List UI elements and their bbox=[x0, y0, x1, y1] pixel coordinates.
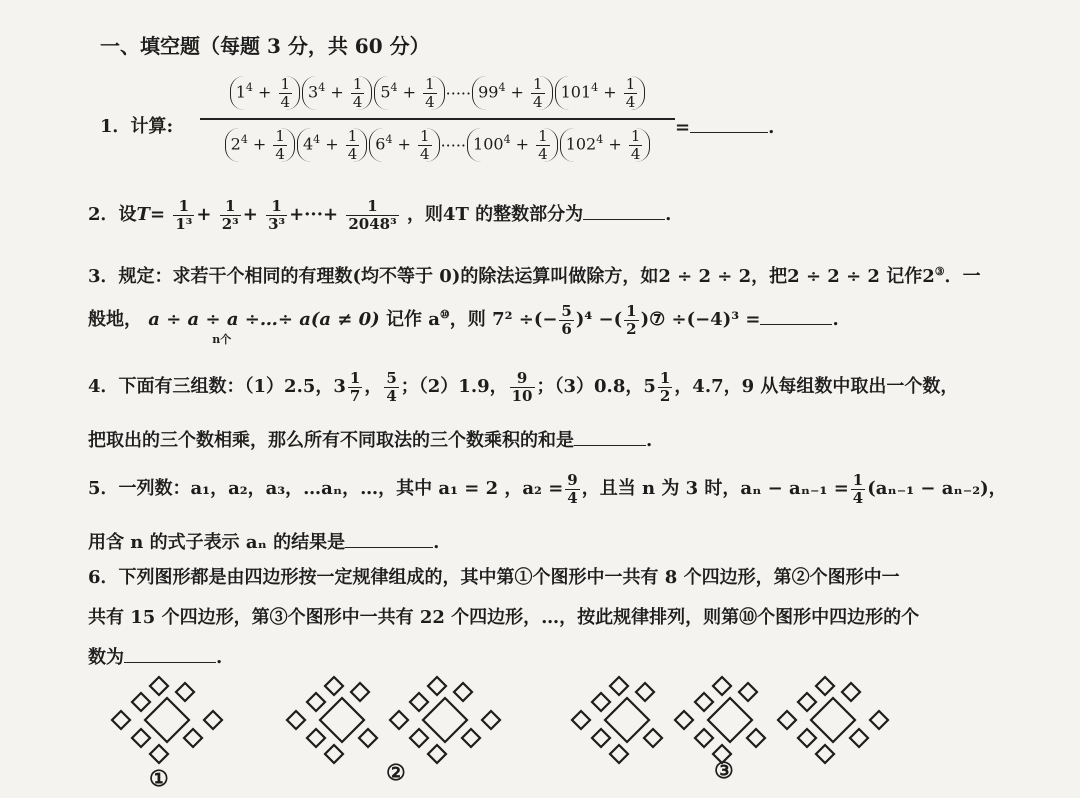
q1-numerator-factor-2-quarter-den: 4 bbox=[352, 92, 363, 111]
q5-end: . bbox=[433, 531, 440, 553]
q1-denominator-factor-4-quarter-den: 4 bbox=[538, 144, 548, 163]
q1-numerator-factor-3 bbox=[374, 76, 444, 110]
q1-numerator-factor-5-quarter-num: 1 bbox=[625, 75, 636, 93]
q1-numerator-factor-1-quarter bbox=[279, 76, 293, 110]
q4-text-b: ；（2）1.9， bbox=[400, 376, 508, 397]
q4-frac-den: 4 bbox=[386, 386, 397, 405]
q5-frac-num: 9 bbox=[567, 471, 578, 489]
q6-end: . bbox=[216, 646, 223, 668]
q5-text-a: 5．一列数：a₁，a₂，a₃，…aₙ，…，其中 a₁ = 2 ，a₂ = bbox=[88, 478, 564, 499]
q5-frac-den: 4 bbox=[567, 488, 578, 507]
q1-numerator-factor-3-quarter bbox=[423, 76, 437, 110]
q5-line-2 bbox=[88, 527, 439, 554]
q6-line3-text: 数为 bbox=[88, 646, 124, 668]
q3-frac-2 bbox=[624, 303, 638, 337]
q2-frac-last-den: 2048³ bbox=[348, 214, 397, 233]
q1-denominator-factor-1-quarter bbox=[273, 128, 287, 162]
q1-big-fraction bbox=[200, 68, 675, 170]
fig1-small-quad-1-7 bbox=[184, 729, 202, 747]
q1-denominator-factor-5-quarter-den: 4 bbox=[630, 144, 641, 163]
figure-label-1: ① bbox=[149, 766, 169, 792]
q4-frac2 bbox=[510, 370, 535, 404]
q1-numerator-factor-5 bbox=[555, 76, 646, 110]
q1-denominator bbox=[200, 118, 675, 170]
q5-text-c: (aₙ₋₁ − aₙ₋₂)， bbox=[867, 478, 1007, 499]
fig3-small-quad-1-7 bbox=[644, 729, 662, 747]
q1-denominator-factor-4-plus: + bbox=[510, 134, 535, 154]
fig2-large-quad-2 bbox=[423, 698, 467, 742]
fig1-large-quad-1 bbox=[145, 698, 189, 742]
q4-frac-num: 5 bbox=[386, 369, 397, 387]
q2-frac-1-num: 1 bbox=[173, 198, 194, 216]
q2-frac-3-den: 3³ bbox=[268, 214, 286, 233]
q5-quarter bbox=[851, 472, 865, 506]
q3-record: 记作 a bbox=[385, 309, 440, 330]
q4-mixed2-whole: 5 bbox=[643, 376, 656, 397]
q4-end: . bbox=[646, 429, 653, 451]
fig2-small-quad-2-5 bbox=[410, 729, 428, 747]
q2-end: . bbox=[665, 204, 672, 225]
q1-numerator-factor-3-quarter-num: 1 bbox=[425, 75, 435, 93]
q1-numerator-factor-2-plus: + bbox=[325, 82, 349, 102]
fig3-small-quad-3-6 bbox=[816, 745, 834, 763]
q4-mixed1-whole: 3 bbox=[333, 376, 346, 397]
q4-mixed2-num: 1 bbox=[659, 369, 671, 387]
q3-answer-blank[interactable] bbox=[760, 304, 832, 325]
q1-denominator-factor-4-quarter-num: 1 bbox=[538, 127, 548, 145]
q1-numerator-factor-5-base: 101 bbox=[560, 82, 592, 102]
q3-expression bbox=[148, 309, 380, 346]
fig2-large-quad-1 bbox=[320, 698, 364, 742]
fig2-small-quad-1-3 bbox=[325, 677, 343, 695]
q1-denominator-factor-4-quarter bbox=[536, 128, 550, 162]
q1-denominator-factor-3-quarter-num: 1 bbox=[420, 127, 430, 145]
q1-denominator-factor-2-quarter-den: 4 bbox=[347, 144, 358, 163]
fig1-small-quad-1-2 bbox=[132, 693, 150, 711]
q1-denominator-factor-1-plus: + bbox=[247, 134, 272, 154]
q1-denominator-factor-5-plus: + bbox=[603, 134, 627, 154]
fig3-small-quad-1-4 bbox=[636, 683, 654, 701]
q3-frac-2-num: 1 bbox=[626, 302, 637, 320]
fig1-small-quad-1-6 bbox=[150, 745, 168, 763]
q1-numerator-factor-4-quarter-num: 1 bbox=[533, 75, 543, 93]
q2-eq: = bbox=[149, 204, 166, 225]
q1-denominator-factor-2-quarter-num: 1 bbox=[347, 127, 358, 145]
q1-denominator-factor-3-plus: + bbox=[392, 134, 417, 154]
q1-numerator-factor-2-quarter bbox=[351, 76, 365, 110]
fig3-small-quad-3-2 bbox=[798, 693, 816, 711]
fig3-large-quad-2 bbox=[708, 698, 752, 742]
fig3-small-quad-3-5 bbox=[798, 729, 816, 747]
fig3-small-quad-2-3 bbox=[713, 677, 731, 695]
fig3-small-quad-2-5 bbox=[695, 729, 713, 747]
fig2-small-quad-end bbox=[482, 711, 500, 729]
q1-denominator-factor-2-base: 4 bbox=[302, 134, 314, 154]
q4-text-c: ；（3）0.8， bbox=[536, 376, 644, 397]
q4-mixed2-frac bbox=[658, 370, 672, 404]
fig2-small-quad-2-2 bbox=[410, 693, 428, 711]
fig3-small-quad-1-3 bbox=[610, 677, 628, 695]
q3-record-sup: ⑩ bbox=[439, 308, 450, 321]
q1-denominator-factor-2-power: 4 bbox=[313, 133, 321, 147]
q3-mid: )⁴ −( bbox=[575, 309, 623, 330]
fig2-small-quad-2-3 bbox=[428, 677, 446, 695]
q1-denominator-factor-1-quarter-den: 4 bbox=[275, 144, 285, 163]
q1-label: 1．计算: bbox=[100, 116, 174, 137]
q1-numerator-factor-2 bbox=[302, 76, 372, 110]
q1-answer bbox=[675, 112, 774, 138]
fig2-small-quad-2-4 bbox=[454, 683, 472, 701]
q4-sep1: ， bbox=[364, 376, 383, 397]
fig3-small-quad-1-5 bbox=[592, 729, 610, 747]
fig2-small-quad-1-4 bbox=[351, 683, 369, 701]
q1-numerator-factor-5-plus: + bbox=[598, 82, 622, 102]
q4-mixed1-den: 7 bbox=[349, 386, 361, 405]
q1-denominator-factor-2-quarter bbox=[346, 128, 360, 162]
q1-denominator-factor-3-quarter-den: 4 bbox=[420, 144, 430, 163]
q1-end: . bbox=[768, 116, 775, 138]
q5-quarter-den: 4 bbox=[852, 488, 864, 507]
q2-line: 2．设T= $\frac{1}{\text{1³}}$ + $\frac{1}{\text{2³}}$ + $\frac{1}{\text{3³}}$ +···+ $\frac{1}{\text{2048³}}$ ，则4T 的整数部分为 . bbox=[88, 197, 672, 233]
q3-frac-1-num: 5 bbox=[561, 302, 572, 320]
q4-mixed1-num: 1 bbox=[349, 369, 361, 387]
section-title: 一、填空题（每题 3 分，共 60 分） bbox=[100, 34, 430, 58]
q4-frac2-den: 10 bbox=[511, 386, 533, 405]
q1-denominator-factor-1-base: 2 bbox=[230, 134, 241, 154]
q1-denominator-factor-5 bbox=[560, 128, 651, 162]
q1-numerator-factor-1-base: 1 bbox=[235, 82, 246, 102]
q5-text-b: ，且当 n 为 3 时，aₙ − aₙ₋₁ = bbox=[581, 478, 849, 499]
q4-mixed1-frac bbox=[348, 370, 362, 404]
q1-numerator-factor-4-base: 99 bbox=[478, 82, 499, 102]
q2-frac-last-num: 1 bbox=[346, 198, 398, 216]
fig3-small-quad-1-6 bbox=[610, 745, 628, 763]
q2-answer-blank[interactable] bbox=[583, 199, 665, 220]
q1-numerator-dots: ····· bbox=[445, 83, 472, 103]
q3-line-1 bbox=[88, 262, 981, 288]
q1-denominator-factor-5-power: 4 bbox=[596, 133, 604, 147]
q1-denominator-factor-5-base: 102 bbox=[565, 134, 597, 154]
q1-numerator-factor-1-quarter-den: 4 bbox=[280, 92, 291, 111]
q1-denominator-factor-3 bbox=[369, 128, 439, 162]
fig3-small-quad-end bbox=[870, 711, 888, 729]
q1-numerator-factor-2-power: 4 bbox=[318, 81, 326, 95]
q2-suffix: ，则4T 的整数部分为 bbox=[406, 204, 584, 225]
fig2-small-quad-1-2 bbox=[307, 693, 325, 711]
q5-line2-text: 用含 n 的式子表示 aₙ 的结果是 bbox=[88, 531, 346, 553]
q1-numerator-factor-1-plus: + bbox=[252, 82, 277, 102]
q1-denominator-factor-4-power: 4 bbox=[503, 133, 511, 147]
fig3-small-quad-3-7 bbox=[850, 729, 868, 747]
q1-numerator-factor-4-power: 4 bbox=[498, 81, 506, 95]
q4-line-2 bbox=[88, 425, 652, 452]
q6-line-2: 共有 15 个四边形，第③个图形中一共有 22 个四边形，…，按此规律排列，则第⑩个图形中四边形的个 bbox=[88, 607, 920, 628]
q1-denominator-factor-5-quarter bbox=[629, 128, 643, 162]
q1-numerator-factor-1 bbox=[230, 76, 300, 110]
q1-numerator-factor-3-plus: + bbox=[397, 82, 422, 102]
q2-frac-last bbox=[346, 198, 398, 232]
q4-frac bbox=[384, 370, 398, 404]
q2-frac-2-den: 2³ bbox=[221, 214, 239, 233]
q1-numerator bbox=[200, 68, 675, 118]
figure-label-3: ③ bbox=[714, 758, 734, 784]
fig3-large-quad-1 bbox=[605, 698, 649, 742]
q5-line-1 bbox=[88, 472, 1007, 506]
fig3-small-quad-2-4 bbox=[739, 683, 757, 701]
q3-line-2 bbox=[88, 302, 839, 346]
q1-equals: = bbox=[675, 116, 691, 138]
fig3-small-quad-2-1 bbox=[675, 711, 693, 729]
q2-frac-2-num: 1 bbox=[220, 198, 241, 216]
q1-numerator-factor-4-quarter bbox=[531, 76, 545, 110]
q6-line-3 bbox=[88, 642, 222, 669]
q2-T: T bbox=[136, 204, 150, 225]
fig1-small-quad-1-4 bbox=[176, 683, 194, 701]
fig3-small-quad-3-4 bbox=[842, 683, 860, 701]
q1-denominator-factor-4-base: 100 bbox=[473, 134, 504, 154]
fig2-small-quad-1-5 bbox=[307, 729, 325, 747]
q1-numerator-factor-3-quarter-den: 4 bbox=[425, 92, 435, 111]
q1-denominator-factor-2 bbox=[297, 128, 367, 162]
fig1-small-quad-1-3 bbox=[150, 677, 168, 695]
q5-quarter-num: 1 bbox=[852, 471, 864, 489]
q3-line1-end: ．一 bbox=[944, 266, 981, 287]
q3-frac-2-den: 2 bbox=[626, 319, 637, 338]
q1-numerator-factor-4-plus: + bbox=[505, 82, 530, 102]
q1-denominator-dots: ····· bbox=[440, 135, 467, 155]
q3-frac-1-den: 6 bbox=[561, 319, 572, 338]
fig1-small-quad-1-1 bbox=[112, 711, 130, 729]
fig2-small-quad-1-6 bbox=[325, 745, 343, 763]
fig2-small-quad-2-1 bbox=[390, 711, 408, 729]
q5-answer-blank[interactable] bbox=[345, 527, 433, 548]
fig3-small-quad-1-2 bbox=[592, 693, 610, 711]
q1-denominator-factor-5-quarter-num: 1 bbox=[630, 127, 641, 145]
q1-answer-blank[interactable] bbox=[690, 112, 768, 133]
q6-line-1: 6．下列图形都是由四边形按一定规律组成的，其中第①个图形中一共有 8 个四边形，第②个图形中一 bbox=[88, 567, 900, 588]
q1-numerator-factor-3-base: 5 bbox=[380, 82, 391, 102]
q1-denominator-factor-1-power: 4 bbox=[240, 133, 248, 147]
q2-frac-2 bbox=[220, 198, 241, 232]
q1-numerator-factor-1-power: 4 bbox=[245, 81, 253, 95]
q2-frac-3 bbox=[266, 198, 287, 232]
q2-prefix: 2．设 bbox=[88, 204, 137, 225]
q1-numerator-factor-2-quarter-num: 1 bbox=[352, 75, 363, 93]
q2-frac-1 bbox=[173, 198, 194, 232]
fig3-small-quad-2-7 bbox=[747, 729, 765, 747]
q1-numerator-factor-1-quarter-num: 1 bbox=[280, 75, 291, 93]
q4-frac2-num: 9 bbox=[510, 370, 535, 388]
q1-denominator-factor-2-plus: + bbox=[320, 134, 344, 154]
q1-numerator-factor-4 bbox=[472, 76, 552, 110]
q2-frac-3-num: 1 bbox=[266, 198, 287, 216]
fig3-small-quad-1-1 bbox=[572, 711, 590, 729]
q2-ellipsis: +···+ bbox=[289, 204, 339, 225]
q4-answer-blank[interactable] bbox=[574, 425, 646, 446]
fig3-small-quad-3-1 bbox=[778, 711, 796, 729]
q4-mixed2-den: 2 bbox=[659, 386, 671, 405]
q4-line-1 bbox=[88, 370, 958, 404]
q3-then: ，则 7² ÷(− bbox=[449, 309, 558, 330]
q3-frac-1 bbox=[559, 303, 573, 337]
q4-text-d: ，4.7，9 从每组数中取出一个数， bbox=[674, 376, 959, 397]
fig3-small-quad-2-2 bbox=[695, 693, 713, 711]
q3-tail: )⑦ ÷(−4)³ = bbox=[640, 309, 761, 330]
q1-denominator-factor-3-base: 6 bbox=[375, 134, 386, 154]
q1-denominator-factor-3-power: 4 bbox=[385, 133, 393, 147]
q3-expr-text: a ÷ a ÷ a ÷…÷ a(a ≠ 0) bbox=[148, 309, 380, 330]
q1-denominator-factor-4 bbox=[467, 128, 558, 162]
q3-n-label: n个 bbox=[212, 333, 232, 346]
q1-numerator-factor-2-base: 3 bbox=[308, 82, 319, 102]
q4-line2-text: 把取出的三个数相乘，那么所有不同取法的三个数乘积的和是 bbox=[88, 429, 574, 451]
q1-numerator-factor-3-power: 4 bbox=[390, 81, 398, 95]
q1-numerator-factor-5-power: 4 bbox=[591, 81, 599, 95]
fig1-small-quad-end bbox=[204, 711, 222, 729]
fig2-small-quad-2-6 bbox=[428, 745, 446, 763]
fig2-small-quad-1-1 bbox=[287, 711, 305, 729]
q1-denominator-factor-1 bbox=[225, 128, 295, 162]
fig3-small-quad-3-3 bbox=[816, 677, 834, 695]
q6-answer-blank[interactable] bbox=[124, 642, 216, 663]
q1-denominator-factor-1-quarter-num: 1 bbox=[275, 127, 285, 145]
fig1-small-quad-1-5 bbox=[132, 729, 150, 747]
q3-end: . bbox=[832, 309, 839, 330]
q3-line1-sup: ③ bbox=[934, 265, 945, 278]
q1-numerator-factor-5-quarter-den: 4 bbox=[625, 92, 636, 111]
q1-denominator-factor-3-quarter bbox=[418, 128, 432, 162]
q1-numerator-factor-5-quarter bbox=[624, 76, 638, 110]
q3-line2-prefix: 般地， bbox=[88, 309, 142, 330]
figure-label-2: ② bbox=[386, 760, 406, 786]
q4-text-a: 4．下面有三组数：（1）2.5， bbox=[88, 376, 334, 397]
q3-line1-text: 3．规定：求若干个相同的有理数(均不等于 0)的除法运算叫做除方，如2 ÷ 2 ÷ 2，把2 ÷ 2 ÷ 2 记作2 bbox=[88, 266, 935, 287]
q2-frac-1-den: 1³ bbox=[175, 214, 193, 233]
q1-numerator-factor-4-quarter-den: 4 bbox=[533, 92, 543, 111]
fig2-small-quad-1-7 bbox=[359, 729, 377, 747]
fig2-small-quad-2-7 bbox=[462, 729, 480, 747]
fig3-large-quad-3 bbox=[811, 698, 855, 742]
q5-frac bbox=[565, 472, 579, 506]
